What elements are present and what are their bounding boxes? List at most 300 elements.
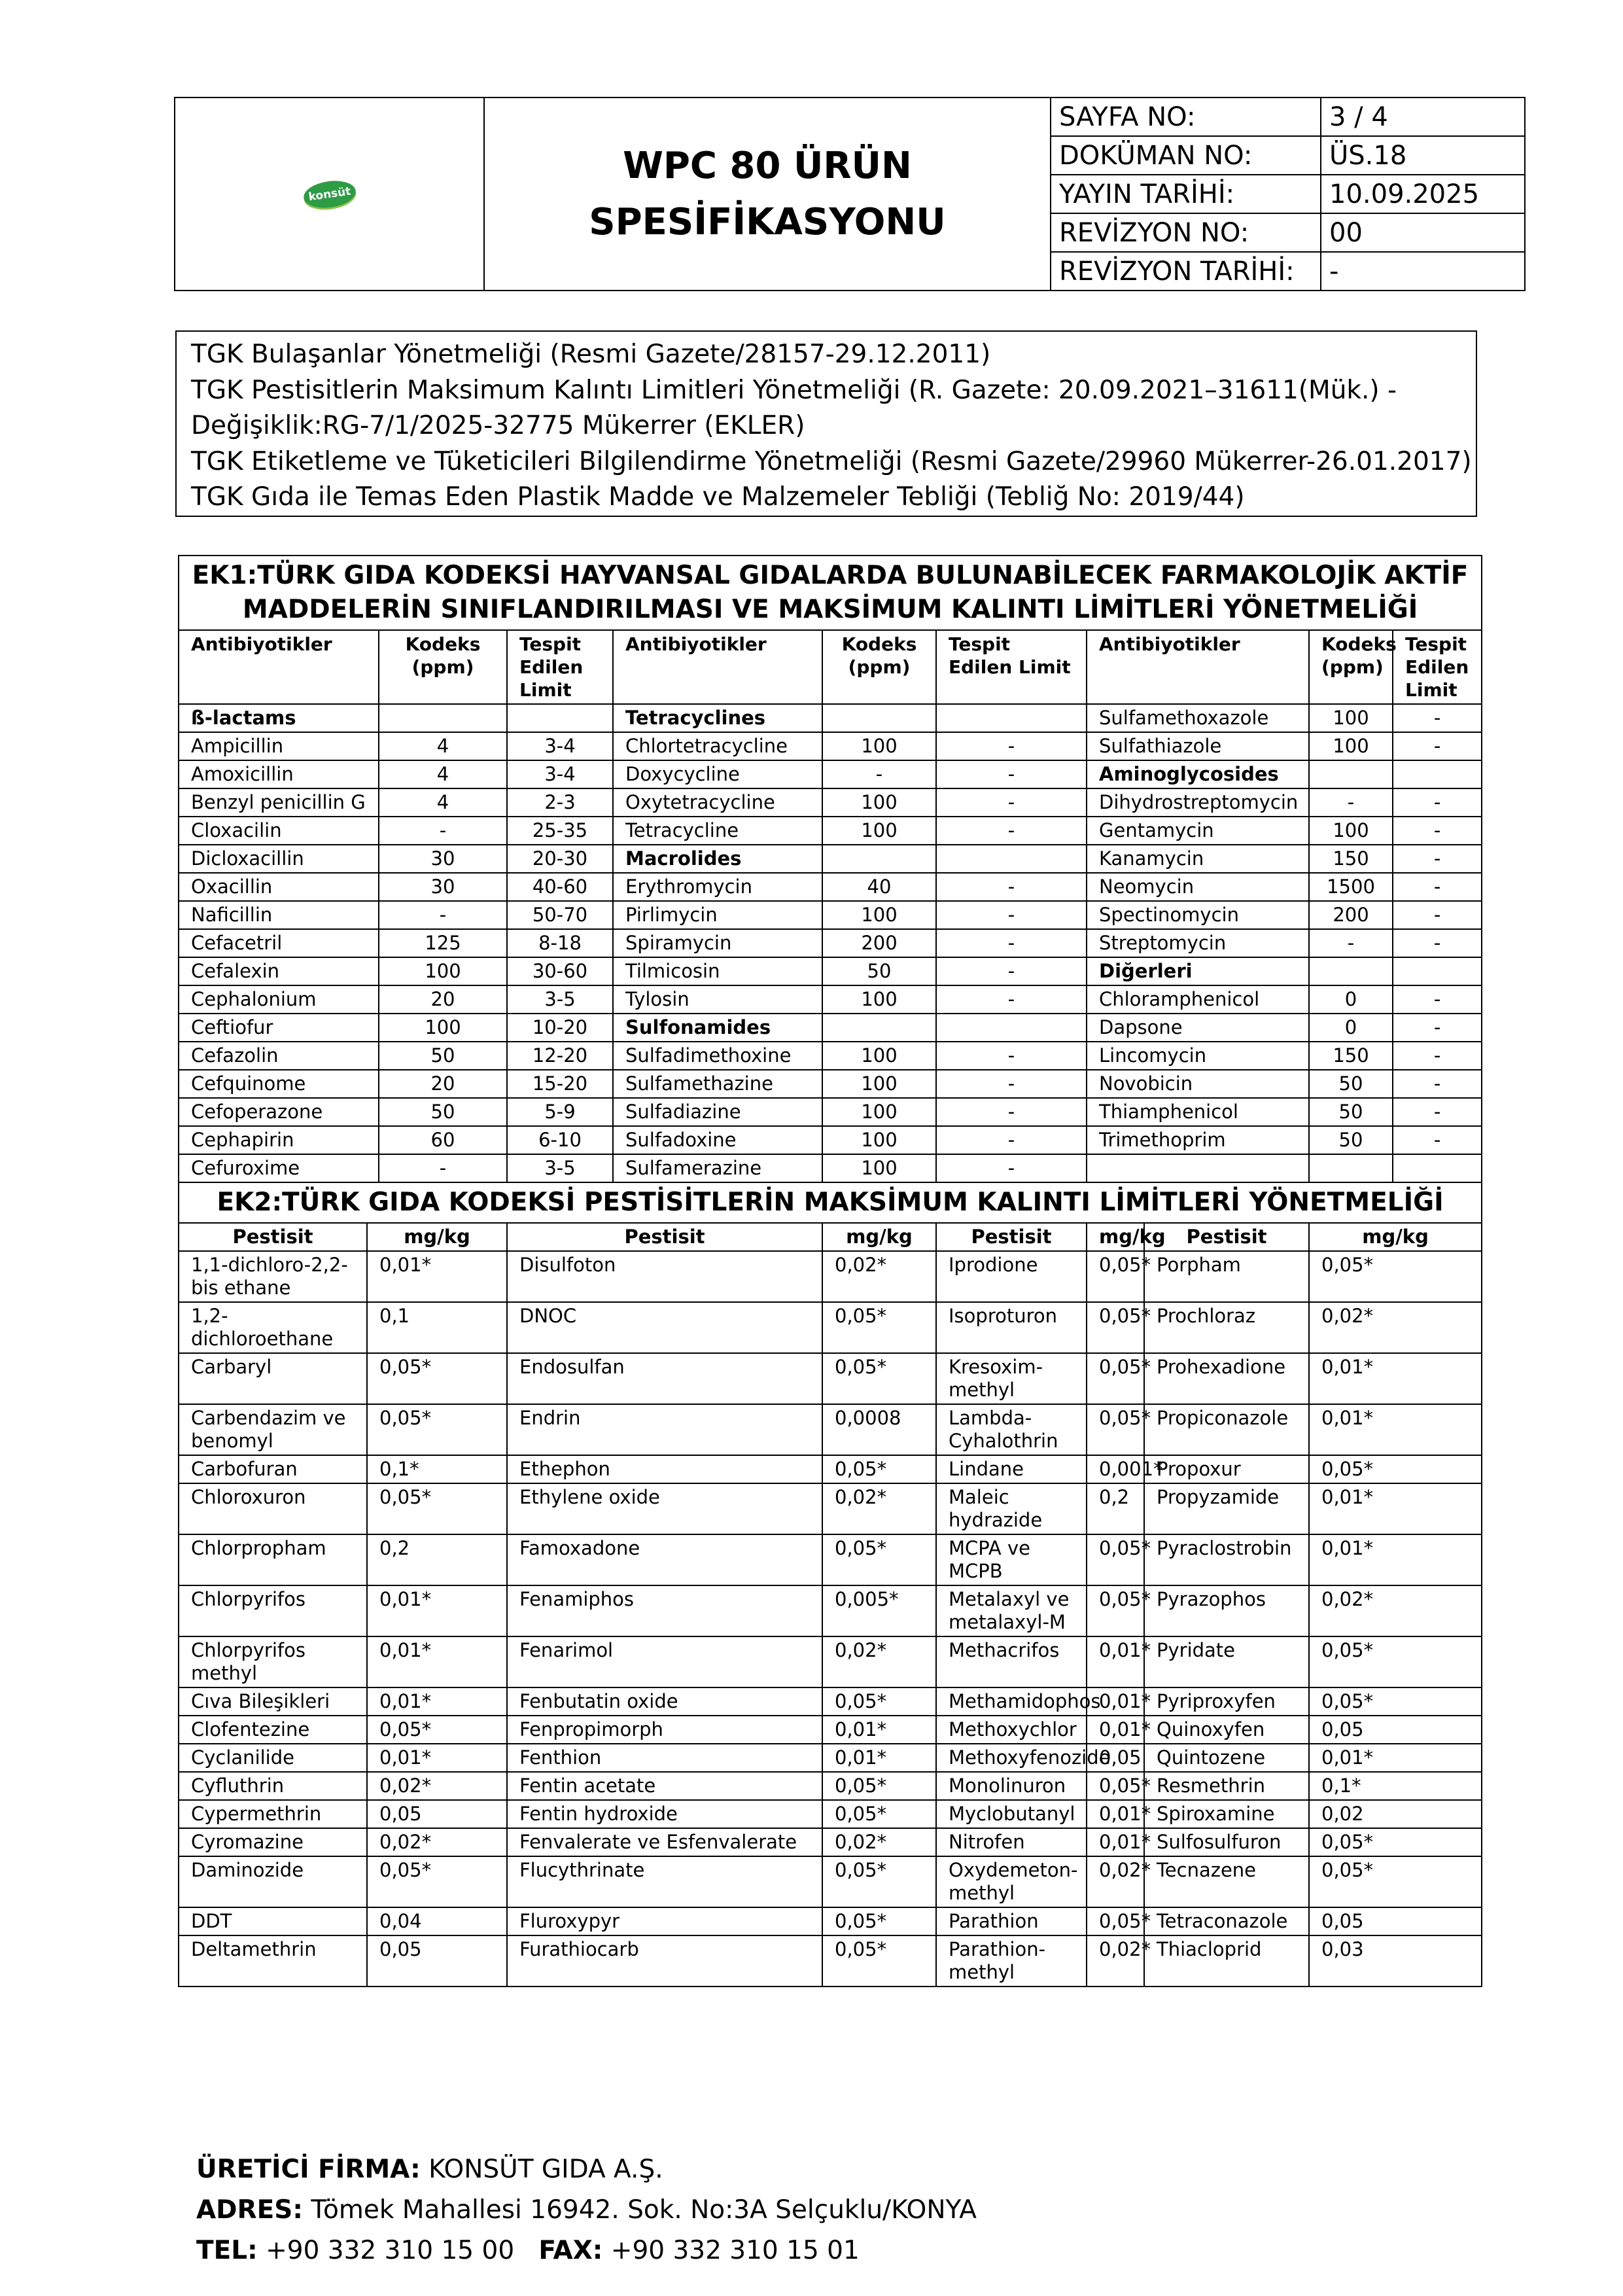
ek1-cell bbox=[1393, 760, 1482, 788]
regulation-line: TGK Pestisitlerin Maksimum Kalıntı Limitleri Yönetmeliği (R. Gazete: 20.09.2021–31611(Mük.) - bbox=[191, 375, 1397, 405]
ek1-cell: - bbox=[936, 985, 1087, 1014]
ek2-cell: Flucythrinate bbox=[507, 1856, 822, 1907]
ek1-cell: 30 bbox=[379, 873, 507, 901]
ek2-cell: Fentin hydroxide bbox=[507, 1800, 822, 1828]
ek1-cell: 50 bbox=[1309, 1098, 1393, 1126]
ek1-row bbox=[179, 817, 1482, 845]
ek2-row bbox=[179, 1772, 1482, 1800]
ek2-cell: 0,05* bbox=[367, 1483, 507, 1534]
ek1-cell: - bbox=[1393, 845, 1482, 873]
ek1-cell: - bbox=[936, 873, 1087, 901]
ek2-cell: Propoxur bbox=[1144, 1455, 1309, 1483]
meta-label: REVİZYON TARİHİ: bbox=[1051, 252, 1321, 291]
ek2-row bbox=[179, 1716, 1482, 1744]
ek1-cell bbox=[936, 845, 1087, 873]
ek2-cell: 0,05 bbox=[1087, 1744, 1144, 1772]
ek1-cell: Novobicin bbox=[1087, 1070, 1309, 1098]
ek1-row bbox=[179, 732, 1482, 760]
ek1-cell: - bbox=[1393, 1098, 1482, 1126]
ek2-cell: 0,01* bbox=[367, 1251, 507, 1302]
ek2-cell: Fluroxypyr bbox=[507, 1907, 822, 1935]
ek1-cell: Oxytetracycline bbox=[613, 788, 822, 817]
ek2-cell: 0,01* bbox=[1309, 1744, 1482, 1772]
ek1-row bbox=[179, 985, 1482, 1014]
ek2-cell: 0,01* bbox=[367, 1687, 507, 1716]
ek1-cell: Pirlimycin bbox=[613, 901, 822, 929]
ek1-cell bbox=[1309, 1154, 1393, 1182]
col-header: Kodeks (ppm) bbox=[379, 630, 507, 704]
ek2-row bbox=[179, 1687, 1482, 1716]
ek2-row bbox=[179, 1404, 1482, 1455]
ek1-cell: Cephapirin bbox=[179, 1126, 379, 1154]
ek1-cell: Sulfamerazine bbox=[613, 1154, 822, 1182]
ek2-cell: 0,05 bbox=[1309, 1716, 1482, 1744]
ek2-cell: Carbaryl bbox=[179, 1353, 367, 1404]
ek2-cell: 0,1* bbox=[367, 1455, 507, 1483]
tel-label: TEL: bbox=[196, 2236, 258, 2265]
ek1-cell: 100 bbox=[822, 1154, 936, 1182]
ek2-cell: Lindane bbox=[936, 1455, 1087, 1483]
ek2-cell: 0,01* bbox=[822, 1716, 936, 1744]
ek1-cell bbox=[936, 704, 1087, 732]
ek1-cell: 150 bbox=[1309, 1042, 1393, 1070]
ek2-cell: 0,05* bbox=[822, 1772, 936, 1800]
ek2-cell: 0,05 bbox=[367, 1935, 507, 1987]
ek1-cell: Naficillin bbox=[179, 901, 379, 929]
ek2-cell: Fenbutatin oxide bbox=[507, 1687, 822, 1716]
ek2-cell: DDT bbox=[179, 1907, 367, 1935]
ek1-cell: 15-20 bbox=[507, 1070, 613, 1098]
ek1-cell: Sulfamethoxazole bbox=[1087, 704, 1309, 732]
ek2-cell: 0,05* bbox=[367, 1404, 507, 1455]
ek1-cell: Dapsone bbox=[1087, 1014, 1309, 1042]
ek2-row bbox=[179, 1935, 1482, 1987]
ek2-cell: 0,1* bbox=[1309, 1772, 1482, 1800]
ek2-cell: Tecnazene bbox=[1144, 1856, 1309, 1907]
ek2-cell: 0,001* bbox=[1087, 1455, 1144, 1483]
ek2-row bbox=[179, 1455, 1482, 1483]
ek2-cell: 0,01* bbox=[1309, 1353, 1482, 1404]
ek2-cell: Cyclanilide bbox=[179, 1744, 367, 1772]
ek2-cell: Quintozene bbox=[1144, 1744, 1309, 1772]
col-header: Pestisit bbox=[179, 1223, 367, 1251]
ek2-cell: 0,01* bbox=[822, 1744, 936, 1772]
ek2-cell: 0,05* bbox=[1309, 1455, 1482, 1483]
ek1-cell: 150 bbox=[1309, 845, 1393, 873]
ek1-cell: 100 bbox=[1309, 732, 1393, 760]
ek1-cell: Trimethoprim bbox=[1087, 1126, 1309, 1154]
address-label: ADRES: bbox=[196, 2195, 303, 2225]
ek2-row bbox=[179, 1251, 1482, 1302]
ek1-cell: Sulfathiazole bbox=[1087, 732, 1309, 760]
ek1-cell: 100 bbox=[822, 1098, 936, 1126]
col-header: Antibiyotikler bbox=[613, 630, 822, 704]
ek2-cell: 0,1 bbox=[367, 1302, 507, 1353]
ek2-cell: Quinoxyfen bbox=[1144, 1716, 1309, 1744]
ek2-cell: 0,05* bbox=[1087, 1585, 1144, 1636]
regulation-line: TGK Etiketleme ve Tüketicileri Bilgilendirme Yönetmeliği (Resmi Gazete/29960 Mükerrer-26.01.2017) bbox=[191, 446, 1472, 476]
ek1-cell: Tylosin bbox=[613, 985, 822, 1014]
regulation-line: TGK Bulaşanlar Yönetmeliği (Resmi Gazete/28157-29.12.2011) bbox=[191, 340, 991, 369]
ek1-cell: Ceftiofur bbox=[179, 1014, 379, 1042]
ek1-cell: Diğerleri bbox=[1087, 957, 1309, 985]
ek2-cell: 0,01* bbox=[1087, 1716, 1144, 1744]
col-header: Pestisit bbox=[1144, 1223, 1309, 1251]
ek2-cell: Fenvalerate ve Esfenvalerate bbox=[507, 1828, 822, 1856]
ek2-cell: Propiconazole bbox=[1144, 1404, 1309, 1455]
ek1-row bbox=[179, 1070, 1482, 1098]
ek1-cell: Streptomycin bbox=[1087, 929, 1309, 957]
ek2-cell: Disulfoton bbox=[507, 1251, 822, 1302]
ek2-cell: 0,02* bbox=[822, 1483, 936, 1534]
ek1-cell: Cephalonium bbox=[179, 985, 379, 1014]
ek2-cell: 0,2 bbox=[367, 1534, 507, 1585]
meta-value: 00 bbox=[1321, 213, 1525, 252]
meta-label: YAYIN TARİHİ: bbox=[1051, 175, 1321, 213]
ek2-cell: 0,02* bbox=[1309, 1585, 1482, 1636]
meta-label: REVİZYON NO: bbox=[1051, 213, 1321, 252]
ek2-cell: 0,05* bbox=[1087, 1404, 1144, 1455]
ek1-cell: 20 bbox=[379, 985, 507, 1014]
ek1-cell: ß-lactams bbox=[179, 704, 379, 732]
ek2-cell: 0,05* bbox=[822, 1534, 936, 1585]
ek2-cell: Pyridate bbox=[1144, 1636, 1309, 1687]
ek1-cell: Chlortetracycline bbox=[613, 732, 822, 760]
ek2-row bbox=[179, 1534, 1482, 1585]
ek2-row bbox=[179, 1483, 1482, 1534]
ek1-row bbox=[179, 1126, 1482, 1154]
ek2-cell: Tetraconazole bbox=[1144, 1907, 1309, 1935]
ek2-cell: 0,2 bbox=[1087, 1483, 1144, 1534]
ek2-cell: Endrin bbox=[507, 1404, 822, 1455]
ek1-cell: Cloxacilin bbox=[179, 817, 379, 845]
ek2-row bbox=[179, 1585, 1482, 1636]
ek1-cell: Macrolides bbox=[613, 845, 822, 873]
col-header: Kodeks (ppm) bbox=[822, 630, 936, 704]
ek1-cell: Kanamycin bbox=[1087, 845, 1309, 873]
ek2-cell: 0,02* bbox=[367, 1828, 507, 1856]
ek1-cell: - bbox=[379, 817, 507, 845]
ek2-cell: Cıva Bileşikleri bbox=[179, 1687, 367, 1716]
ek2-cell: 0,05* bbox=[1087, 1302, 1144, 1353]
ek1-row bbox=[179, 704, 1482, 732]
producer-name: KONSÜT GIDA A.Ş. bbox=[428, 2155, 663, 2184]
col-header: mg/kg bbox=[1309, 1223, 1482, 1251]
ek1-cell: 4 bbox=[379, 732, 507, 760]
ek1-cell: - bbox=[936, 760, 1087, 788]
ek2-row bbox=[179, 1744, 1482, 1772]
ek1-cell: 10-20 bbox=[507, 1014, 613, 1042]
ek1-cell: 8-18 bbox=[507, 929, 613, 957]
document-header bbox=[174, 97, 1526, 291]
ek1-cell: 4 bbox=[379, 760, 507, 788]
ek2-cell: 0,05* bbox=[1087, 1353, 1144, 1404]
ek2-cell: 0,02* bbox=[822, 1636, 936, 1687]
ek1-cell: - bbox=[936, 1070, 1087, 1098]
ek1-row bbox=[179, 1098, 1482, 1126]
ek2-cell: Methoxyfenozide bbox=[936, 1744, 1087, 1772]
ek2-cell: Methoxychlor bbox=[936, 1716, 1087, 1744]
ek1-cell: Gentamycin bbox=[1087, 817, 1309, 845]
ek1-cell bbox=[1393, 1154, 1482, 1182]
ek2-row bbox=[179, 1856, 1482, 1907]
ek2-cell: Spiroxamine bbox=[1144, 1800, 1309, 1828]
col-header: mg/kg bbox=[822, 1223, 936, 1251]
ek1-cell: Chloramphenicol bbox=[1087, 985, 1309, 1014]
ek2-cell: Iprodione bbox=[936, 1251, 1087, 1302]
ek1-row bbox=[179, 788, 1482, 817]
ek1-cell: Doxycycline bbox=[613, 760, 822, 788]
ek1-cell: 0 bbox=[1309, 985, 1393, 1014]
ek2-cell: Chlorpropham bbox=[179, 1534, 367, 1585]
ek2-cell: Lambda-Cyhalothrin bbox=[936, 1404, 1087, 1455]
ek2-cell: Pyriproxyfen bbox=[1144, 1687, 1309, 1716]
ek2-cell: 0,02* bbox=[822, 1251, 936, 1302]
ek2-cell: 0,05* bbox=[822, 1687, 936, 1716]
col-header: Tespit Edilen Limit bbox=[1393, 630, 1482, 704]
ek1-cell: 100 bbox=[822, 901, 936, 929]
ek1-cell: Cefalexin bbox=[179, 957, 379, 985]
ek1-cell: - bbox=[1309, 929, 1393, 957]
ek2-cell: 0,01* bbox=[1087, 1828, 1144, 1856]
col-header: mg/kg bbox=[367, 1223, 507, 1251]
ek2-cell: 0,05 bbox=[1309, 1907, 1482, 1935]
ek1-cell: Sulfamethazine bbox=[613, 1070, 822, 1098]
ek1-cell: 100 bbox=[822, 1126, 936, 1154]
ek1-cell: - bbox=[1393, 1126, 1482, 1154]
ek1-cell: 5-9 bbox=[507, 1098, 613, 1126]
ek1-cell: Tetracyclines bbox=[613, 704, 822, 732]
ek1-cell: - bbox=[1309, 788, 1393, 817]
ek2-cell: Cypermethrin bbox=[179, 1800, 367, 1828]
ek1-cell: Dihydrostreptomycin bbox=[1087, 788, 1309, 817]
ek1-cell: 100 bbox=[822, 985, 936, 1014]
ek2-cell: 0,05* bbox=[1309, 1856, 1482, 1907]
ek2-cell: 0,01* bbox=[1309, 1483, 1482, 1534]
ek2-cell: Famoxadone bbox=[507, 1534, 822, 1585]
ek2-row bbox=[179, 1800, 1482, 1828]
ek2-cell: 0,05* bbox=[822, 1455, 936, 1483]
document-title bbox=[484, 97, 1051, 291]
ek1-cell: 200 bbox=[822, 929, 936, 957]
ek1-cell: - bbox=[936, 1098, 1087, 1126]
ek1-cell: 100 bbox=[822, 1070, 936, 1098]
ek1-cell: - bbox=[936, 929, 1087, 957]
ek2-cell: 0,05* bbox=[1087, 1907, 1144, 1935]
ek2-cell: Clofentezine bbox=[179, 1716, 367, 1744]
ek1-cell: 100 bbox=[379, 957, 507, 985]
ek1-cell: 100 bbox=[379, 1014, 507, 1042]
ek2-cell: 0,01* bbox=[1087, 1687, 1144, 1716]
col-header: Tespit Edilen Limit bbox=[936, 630, 1087, 704]
ek1-cell: - bbox=[936, 817, 1087, 845]
ek2-cell: Fenthion bbox=[507, 1744, 822, 1772]
ek2-cell: Chloroxuron bbox=[179, 1483, 367, 1534]
ek1-cell: Cefquinome bbox=[179, 1070, 379, 1098]
ek1-cell: 50-70 bbox=[507, 901, 613, 929]
ek1-cell: 60 bbox=[379, 1126, 507, 1154]
ek2-cell: 0,0008 bbox=[822, 1404, 936, 1455]
ek2-cell: DNOC bbox=[507, 1302, 822, 1353]
ek2-cell: Sulfosulfuron bbox=[1144, 1828, 1309, 1856]
ek1-cell: Tetracycline bbox=[613, 817, 822, 845]
ek2-cell: Metalaxyl ve metalaxyl-M bbox=[936, 1585, 1087, 1636]
meta-value: 10.09.2025 bbox=[1321, 175, 1525, 213]
col-header: Antibiyotikler bbox=[1087, 630, 1309, 704]
ek1-cell bbox=[1309, 957, 1393, 985]
meta-value: - bbox=[1321, 252, 1525, 291]
ek2-cell: Propyzamide bbox=[1144, 1483, 1309, 1534]
ek1-row bbox=[179, 929, 1482, 957]
ek2-cell: Prohexadione bbox=[1144, 1353, 1309, 1404]
fax-label: FAX: bbox=[538, 2236, 603, 2265]
ek2-cell: Carbendazim ve benomyl bbox=[179, 1404, 367, 1455]
ek1-row bbox=[179, 1154, 1482, 1182]
ek1-cell bbox=[379, 704, 507, 732]
ek2-cell: 0,04 bbox=[367, 1907, 507, 1935]
ek1-title-line: MADDELERİN SINIFLANDIRILMASI VE MAKSİMUM KALINTI LİMİTLERİ YÖNETMELİĞİ bbox=[242, 595, 1418, 624]
ek2-cell: 0,01* bbox=[1087, 1636, 1144, 1687]
ek2-cell: 0,01* bbox=[367, 1585, 507, 1636]
ek1-cell: Sulfonamides bbox=[613, 1014, 822, 1042]
ek1-row bbox=[179, 1014, 1482, 1042]
ek2-cell: 0,01* bbox=[367, 1744, 507, 1772]
ek1-cell: - bbox=[936, 1126, 1087, 1154]
ek2-cell: 0,05* bbox=[1309, 1687, 1482, 1716]
ek2-cell: Fenarimol bbox=[507, 1636, 822, 1687]
meta-label: DOKÜMAN NO: bbox=[1051, 136, 1321, 175]
ek1-cell: 4 bbox=[379, 788, 507, 817]
logo-cell bbox=[175, 97, 484, 291]
company-logo: konsüt bbox=[302, 177, 357, 211]
ek1-cell: 30-60 bbox=[507, 957, 613, 985]
ek2-cell: Fenamiphos bbox=[507, 1585, 822, 1636]
ek2-cell: 0,05* bbox=[1087, 1251, 1144, 1302]
ek1-title-line: EK1:TÜRK GIDA KODEKSİ HAYVANSAL GIDALARDA BULUNABİLECEK FARMAKOLOJİK AKTİF bbox=[192, 561, 1469, 590]
ek2-cell: Pyrazophos bbox=[1144, 1585, 1309, 1636]
col-header: mg/kg bbox=[1087, 1223, 1144, 1251]
ek1-cell: - bbox=[1393, 1042, 1482, 1070]
ek1-cell: Neomycin bbox=[1087, 873, 1309, 901]
ek1-cell: - bbox=[1393, 873, 1482, 901]
fax-value: +90 332 310 15 01 bbox=[610, 2236, 860, 2265]
ek1-cell: - bbox=[936, 957, 1087, 985]
title-line-2: SPESİFİKASYONU bbox=[589, 200, 946, 243]
ek1-cell: 3-5 bbox=[507, 1154, 613, 1182]
regulation-line: TGK Gıda ile Temas Eden Plastik Madde ve Malzemeler Tebliği (Tebliğ No: 2019/44) bbox=[191, 482, 1245, 512]
ek2-cell: Monolinuron bbox=[936, 1772, 1087, 1800]
ek1-cell: Cefoperazone bbox=[179, 1098, 379, 1126]
ek2-cell: 0,03 bbox=[1309, 1935, 1482, 1987]
ek2-cell: Chlorpyrifos methyl bbox=[179, 1636, 367, 1687]
ek1-cell: 20 bbox=[379, 1070, 507, 1098]
address-line bbox=[196, 2190, 977, 2231]
ek2-cell: 0,01* bbox=[1309, 1404, 1482, 1455]
ek2-cell: Daminozide bbox=[179, 1856, 367, 1907]
ek2-cell: Methacrifos bbox=[936, 1636, 1087, 1687]
ek2-title: EK2:TÜRK GIDA KODEKSİ PESTİSİTLERİN MAKSİMUM KALINTI LİMİTLERİ YÖNETMELİĞİ bbox=[179, 1182, 1482, 1223]
ek1-cell: - bbox=[379, 901, 507, 929]
ek2-cell: 0,02* bbox=[822, 1828, 936, 1856]
ek1-cell: 40-60 bbox=[507, 873, 613, 901]
producer-label: ÜRETİCİ FİRMA: bbox=[196, 2155, 421, 2184]
ek1-cell: - bbox=[1393, 1070, 1482, 1098]
ek2-cell: Kresoxim-methyl bbox=[936, 1353, 1087, 1404]
ek2-cell: Cyfluthrin bbox=[179, 1772, 367, 1800]
ek2-row bbox=[179, 1353, 1482, 1404]
ek1-cell: - bbox=[936, 901, 1087, 929]
ek1-cell bbox=[822, 1014, 936, 1042]
ek2-cell: Chlorpyrifos bbox=[179, 1585, 367, 1636]
ek1-cell: 30 bbox=[379, 845, 507, 873]
regulations-box bbox=[175, 330, 1477, 517]
ek2-cell: 0,01* bbox=[1309, 1534, 1482, 1585]
tel-value: +90 332 310 15 00 bbox=[266, 2236, 515, 2265]
meta-label: SAYFA NO: bbox=[1051, 97, 1321, 136]
ek2-cell: 0,05* bbox=[822, 1935, 936, 1987]
ek2-cell: 0,02* bbox=[1087, 1856, 1144, 1907]
ek1-cell: Aminoglycosides bbox=[1087, 760, 1309, 788]
ek2-cell: 0,05* bbox=[1309, 1636, 1482, 1687]
ek1-cell: Sulfadiazine bbox=[613, 1098, 822, 1126]
ek1-row bbox=[179, 873, 1482, 901]
ek1-cell: Cefuroxime bbox=[179, 1154, 379, 1182]
ek2-cell: Thiacloprid bbox=[1144, 1935, 1309, 1987]
title-line-1: WPC 80 ÜRÜN bbox=[623, 144, 912, 187]
ek1-cell bbox=[822, 704, 936, 732]
ek1-cell: Sulfadimethoxine bbox=[613, 1042, 822, 1070]
ek2-cell: 0,005* bbox=[822, 1585, 936, 1636]
meta-value: 3 / 4 bbox=[1321, 97, 1525, 136]
ek2-cell: 0,05* bbox=[822, 1800, 936, 1828]
ek1-cell: Lincomycin bbox=[1087, 1042, 1309, 1070]
regulation-line: Değişiklik:RG-7/1/2025-32775 Mükerrer (EKLER) bbox=[191, 411, 805, 440]
ek2-cell: 0,02 bbox=[1309, 1800, 1482, 1828]
ek1-cell: - bbox=[1393, 817, 1482, 845]
ek2-cell: Oxydemeton-methyl bbox=[936, 1856, 1087, 1907]
ek2-cell: Myclobutanyl bbox=[936, 1800, 1087, 1828]
ek2-cell: Fenpropimorph bbox=[507, 1716, 822, 1744]
ek2-cell: 0,05* bbox=[1087, 1772, 1144, 1800]
ek1-cell: 50 bbox=[822, 957, 936, 985]
ek1-cell: 100 bbox=[822, 1042, 936, 1070]
ek2-cell: Isoproturon bbox=[936, 1302, 1087, 1353]
ek2-cell: Parathion-methyl bbox=[936, 1935, 1087, 1987]
ek2-cell: Pyraclostrobin bbox=[1144, 1534, 1309, 1585]
ek2-cell: 1,1-dichloro-2,2-bis ethane bbox=[179, 1251, 367, 1302]
ek1-cell: 0 bbox=[1309, 1014, 1393, 1042]
col-header: Tespit Edilen Limit bbox=[507, 630, 613, 704]
ek2-cell: 0,02* bbox=[367, 1772, 507, 1800]
ek1-cell: 25-35 bbox=[507, 817, 613, 845]
ek2-cell: 0,01* bbox=[367, 1636, 507, 1687]
ek2-cell: Cyromazine bbox=[179, 1828, 367, 1856]
ek1-cell: 6-10 bbox=[507, 1126, 613, 1154]
ek1-cell bbox=[936, 1014, 1087, 1042]
contact-line bbox=[196, 2231, 977, 2271]
ek1-cell: 3-4 bbox=[507, 760, 613, 788]
ek1-cell: 100 bbox=[822, 732, 936, 760]
ek2-cell: 0,02* bbox=[1087, 1935, 1144, 1987]
ek2-cell: Porpham bbox=[1144, 1251, 1309, 1302]
ek1-cell: - bbox=[1393, 1014, 1482, 1042]
ek1-cell: 3-4 bbox=[507, 732, 613, 760]
ek1-cell: 2-3 bbox=[507, 788, 613, 817]
ek2-cell: 0,05* bbox=[1309, 1828, 1482, 1856]
ek1-cell: 200 bbox=[1309, 901, 1393, 929]
ek1-row bbox=[179, 1042, 1482, 1070]
ek1-cell: 100 bbox=[822, 788, 936, 817]
